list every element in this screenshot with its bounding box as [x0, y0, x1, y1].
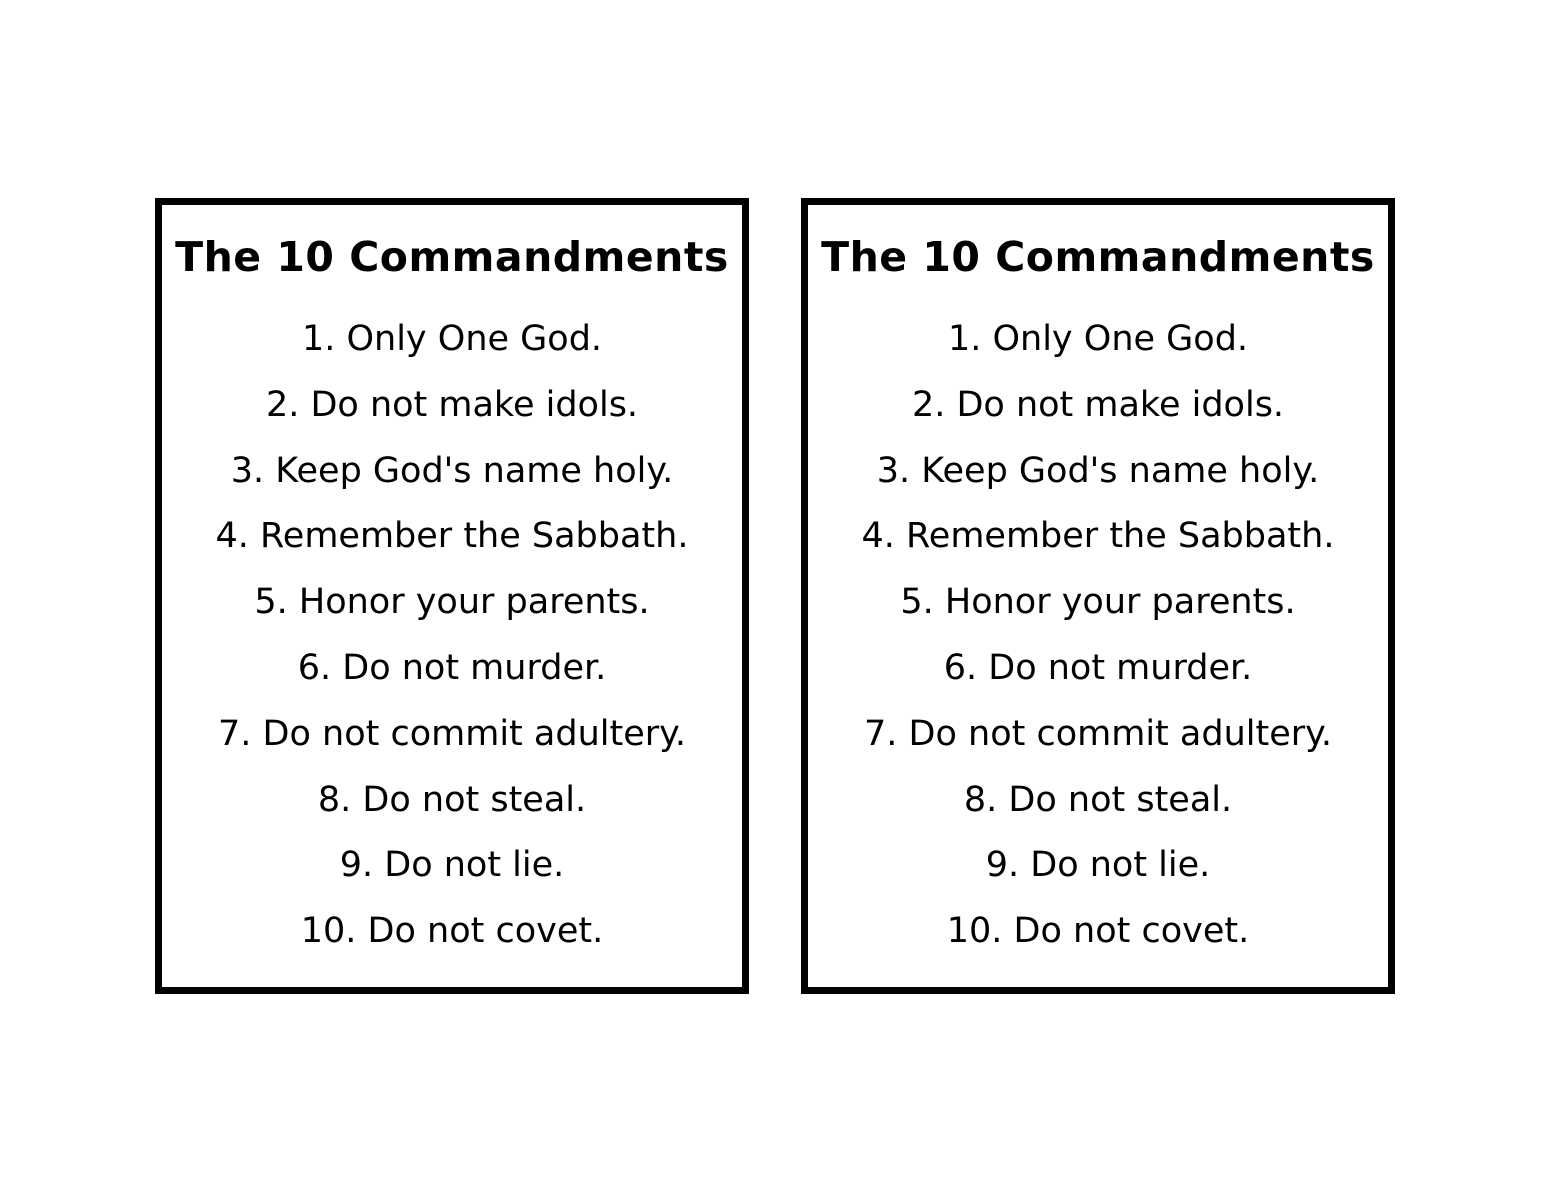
commandment-list — [818, 307, 1378, 965]
list-item: 9. Do not lie. — [985, 845, 1211, 886]
list-item: 1. Only One God. — [301, 319, 603, 359]
list-item: 5. Honor your parents. — [900, 582, 1296, 623]
list-item: 3. Keep God's name holy. — [876, 450, 1320, 491]
commandments-card-right — [801, 198, 1395, 994]
list-item: 8. Do not steal. — [317, 779, 587, 820]
list-item: 8. Do not steal. — [963, 779, 1233, 820]
list-item: 6. Do not murder. — [943, 647, 1253, 688]
list-item: 10. Do not covet. — [946, 911, 1250, 952]
list-item: 3. Keep God's name holy. — [230, 450, 674, 491]
list-item: 9. Do not lie. — [339, 845, 565, 886]
commandment-list — [172, 307, 732, 965]
list-item: 2. Do not make idols. — [265, 384, 639, 425]
list-item: 6. Do not murder. — [297, 647, 607, 688]
commandments-card-left — [155, 198, 749, 994]
list-item: 5. Honor your parents. — [254, 582, 650, 623]
list-item: 7. Do not commit adultery. — [864, 713, 1332, 754]
list-item: 4. Remember the Sabbath. — [215, 516, 689, 557]
list-item: 7. Do not commit adultery. — [218, 713, 686, 754]
list-item: 10. Do not covet. — [300, 911, 604, 952]
card-title: The 10 Commandments — [175, 233, 729, 281]
card-title: The 10 Commandments — [821, 233, 1375, 281]
list-item: 1. Only One God. — [947, 319, 1249, 359]
list-item: 4. Remember the Sabbath. — [861, 516, 1335, 557]
card-container — [155, 198, 1395, 994]
list-item: 2. Do not make idols. — [911, 384, 1285, 425]
